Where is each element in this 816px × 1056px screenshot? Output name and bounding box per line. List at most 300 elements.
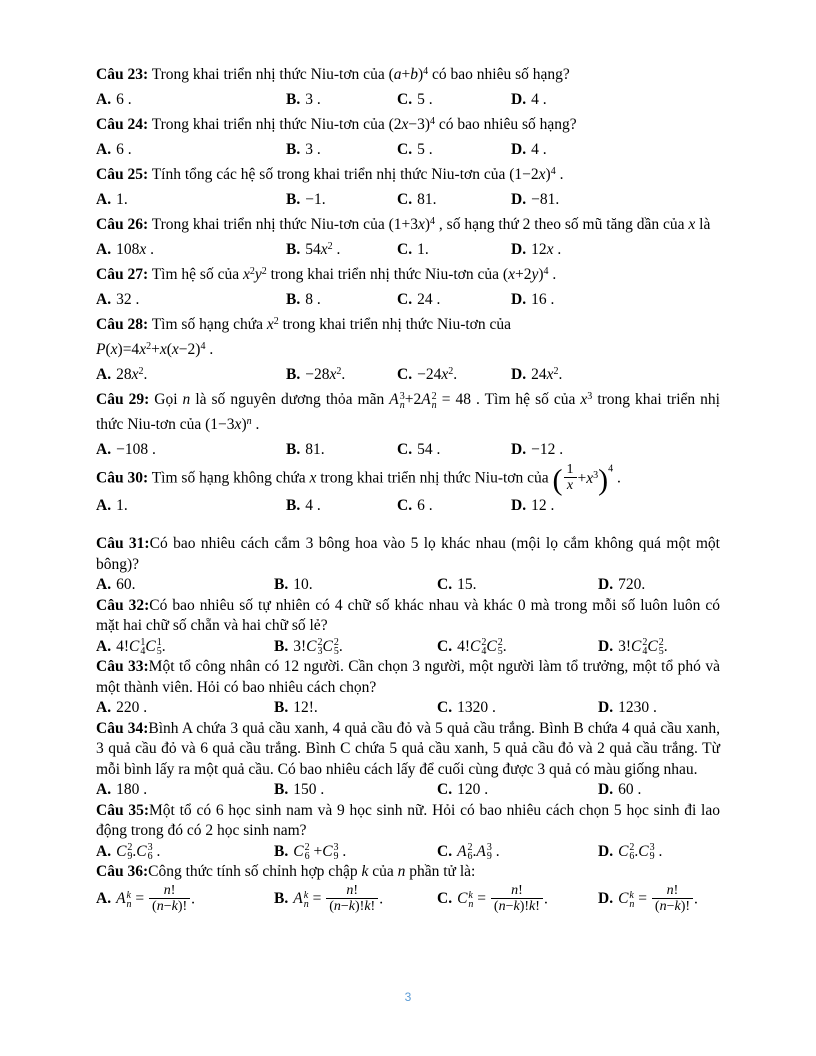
fraction: $\frac{n!}{(n-k)!}$ (652, 883, 693, 914)
option-A (96, 842, 274, 863)
math-expression: $(1-3x)^n$ (205, 416, 252, 433)
option-letter: C. (437, 699, 453, 716)
question-stem (96, 719, 720, 781)
question-label: Câu 26: (96, 216, 149, 233)
option-letter: B. (286, 191, 301, 208)
option-letter: A. (96, 291, 112, 308)
option-D (511, 287, 720, 312)
question-stem (96, 212, 720, 237)
text-run: . (558, 366, 563, 383)
math-expression: n (182, 391, 191, 408)
option-letter: C. (397, 191, 413, 208)
text-run: 16 . (531, 291, 555, 308)
text-run: . (332, 241, 341, 258)
option-letter: D. (598, 781, 614, 798)
text-run: có bao nhiêu số hạng? (428, 66, 570, 83)
question-stem (96, 862, 720, 883)
text-run: 720. (618, 576, 646, 593)
option-A (96, 287, 286, 312)
math-expression: x (309, 469, 317, 487)
option-C (397, 87, 511, 112)
text-run: 3 . (305, 91, 321, 108)
text-run: . (338, 842, 347, 860)
option-letter: A. (96, 497, 112, 514)
math-expression: C 2 6 +C 3 9 (293, 842, 339, 863)
option-letter: D. (511, 497, 527, 514)
text-run: 54 . (417, 441, 441, 458)
question-36 (96, 862, 720, 914)
option-B (286, 437, 397, 462)
text-run: . (654, 842, 663, 860)
options-row (96, 287, 720, 312)
option-letter: B. (274, 842, 289, 860)
text-run: . (491, 842, 500, 860)
question-label: Câu 34: (96, 719, 149, 737)
text-run: . Tìm hệ số của (470, 391, 581, 408)
option-letter: C. (437, 781, 453, 798)
text-run: 15. (457, 576, 477, 593)
sub-sup: 2 5 (497, 637, 503, 658)
option-letter: B. (286, 441, 301, 458)
text-run: Tìm số hạng chứa (148, 316, 267, 333)
option-D (511, 237, 720, 262)
text-run: . (341, 366, 346, 383)
text-run: Công thức tính số chỉnh hợp chập (148, 863, 362, 880)
option-letter: A. (96, 441, 112, 458)
sub-sup: 2 5 (333, 637, 339, 658)
text-run: . (502, 637, 507, 655)
option-letter: B. (286, 141, 301, 158)
text-run: . (694, 890, 698, 908)
math-expression: $x^3$ (580, 391, 593, 408)
options-row (96, 437, 720, 462)
text-run: 60 . (618, 781, 642, 798)
math-expression: $-24x^2$ (417, 366, 454, 383)
option-letter: A. (96, 890, 112, 908)
math-expression: A k n = $\frac{n!}{(n-k)!k!}$ (293, 890, 379, 907)
option-letter: C. (397, 91, 413, 108)
text-run: 24 . (417, 291, 441, 308)
question-stem (96, 112, 720, 137)
math-expression: $(a+b)^4$ (388, 66, 429, 83)
text-run: 5 . (417, 141, 433, 158)
text-run: Tìm số hạng không chứa (148, 469, 310, 487)
text-run: Một tổ có 6 học sinh nam và 9 học sinh nữ. Hỏi có bao nhiêu cách chọn 5 học sinh đi lao động trong đó có 2 học sinh nam? (96, 801, 720, 839)
text-run: −108 . (116, 441, 156, 458)
option-letter: D. (511, 141, 527, 158)
option-letter: A. (96, 91, 112, 108)
text-run: 10. (293, 576, 313, 593)
option-letter: A. (96, 576, 112, 593)
options-row (96, 575, 720, 596)
math-expression: A k n = $\frac{n!}{(n-k)!}$ (116, 890, 191, 907)
option-C (397, 137, 511, 162)
question-label: Câu 24: (96, 116, 149, 133)
sub-sup: 1 4 (140, 637, 146, 658)
question-25 (96, 162, 720, 212)
math-expression: $54x^2$ (305, 241, 333, 258)
options-row (96, 87, 720, 112)
text-run: 4 . (531, 91, 547, 108)
text-run: −12 . (531, 441, 564, 458)
option-letter: B. (274, 699, 289, 716)
options-row (96, 883, 720, 914)
question-30 (96, 462, 720, 518)
text-run: trong khai triển nhị thức Niu-tơn của (266, 266, 503, 283)
option-A (96, 137, 286, 162)
math-expression: $(x+2y)^4$ (502, 266, 549, 283)
sub-sup: 3 9 (486, 842, 492, 863)
text-run: Trong khai triển nhị thức Niu-tơn của (148, 216, 389, 233)
option-letter: A. (96, 699, 112, 716)
option-D (511, 493, 720, 518)
option-A (96, 237, 286, 262)
sub-sup: k n (303, 889, 309, 910)
text-run: 6 . (116, 91, 132, 108)
math-expression: 4!C 2 4 C 2 5 (457, 637, 503, 658)
question-label: Câu 32: (96, 596, 150, 614)
sub-sup: k n (629, 889, 635, 910)
text-run: 150 . (293, 781, 325, 798)
option-A (96, 187, 286, 212)
question-28 (96, 312, 720, 387)
option-C (437, 637, 598, 658)
text-run: . (548, 266, 557, 283)
option-letter: C. (437, 576, 453, 593)
option-B (274, 883, 437, 914)
option-letter: D. (598, 699, 614, 716)
option-B (286, 137, 397, 162)
sub-sup: 2 4 (481, 637, 487, 658)
option-C (397, 437, 511, 462)
option-letter: C. (397, 366, 413, 383)
option-A (96, 87, 286, 112)
math-expression: C k n = $\frac{n!}{(n-k)!}$ (618, 890, 694, 907)
option-letter: D. (511, 191, 527, 208)
text-run: 60. (116, 576, 136, 593)
option-letter: B. (286, 291, 301, 308)
option-letter: D. (511, 291, 527, 308)
question-label: Câu 27: (96, 266, 149, 283)
option-C (397, 287, 511, 312)
sub-sup: 3 6 (147, 842, 153, 863)
text-run: . (152, 842, 161, 860)
option-D (511, 437, 720, 462)
text-run: Tìm hệ số của (148, 266, 243, 283)
math-expression: $(1+3x)^4$ (388, 216, 436, 233)
option-D (598, 575, 720, 596)
option-D (598, 780, 720, 801)
text-run: . (143, 366, 148, 383)
math-expression: 108x (116, 241, 147, 258)
option-D (511, 187, 720, 212)
question-label: Câu 29: (96, 391, 150, 408)
question-29 (96, 387, 720, 462)
option-letter: B. (286, 91, 301, 108)
text-run: trong khai triển nhị thức Niu-tơn của (96, 391, 720, 433)
option-letter: C. (437, 890, 453, 908)
sub-sup: 3 9 (333, 842, 339, 863)
option-A (96, 883, 274, 914)
questions-list (96, 62, 720, 914)
question-34 (96, 719, 720, 801)
option-A (96, 437, 286, 462)
question-label: Câu 30: (96, 469, 149, 487)
text-run: phần tử là: (405, 863, 476, 880)
question-31 (96, 534, 720, 596)
question-32 (96, 596, 720, 658)
option-letter: C. (397, 497, 413, 514)
option-B (274, 637, 437, 658)
question-stem (96, 596, 720, 637)
math-expression: x (688, 216, 696, 233)
option-letter: D. (511, 91, 527, 108)
options-row (96, 237, 720, 262)
text-run: , số hạng thứ 2 theo số mũ tăng dần của (435, 216, 689, 233)
option-D (598, 698, 720, 719)
options-row (96, 637, 720, 658)
sub-sup: 3 9 (649, 842, 655, 863)
option-letter: B. (274, 781, 289, 798)
text-run: . (663, 637, 668, 655)
text-run: 220 . (116, 699, 148, 716)
text-run: 32 . (116, 291, 140, 308)
text-run: 4 . (305, 497, 321, 514)
math-expression: $(1-2x)^4$ (509, 166, 556, 183)
option-C (437, 883, 598, 914)
sub-sup: k n (126, 889, 132, 910)
option-letter: B. (286, 366, 301, 383)
text-run: Tính tổng các hệ số trong khai triển nhị thức Niu-tơn của (148, 166, 510, 183)
text-run: . (205, 341, 214, 358)
sub-sup: 1 5 (156, 637, 162, 658)
text-run: . (555, 166, 564, 183)
math-expression: $(2x-3)^4$ (388, 116, 436, 133)
question-stem (96, 62, 720, 87)
option-B (286, 237, 397, 262)
text-run: trong khai triển nhị thức Niu-tơn của (316, 469, 553, 487)
option-B (286, 187, 397, 212)
text-run: . (338, 637, 343, 655)
math-expression: $28x^2$ (116, 366, 144, 383)
text-run: 120 . (457, 781, 489, 798)
math-expression: C 2 6 .C 3 9 (618, 842, 655, 863)
option-B (274, 780, 437, 801)
math-expression: C 2 9 .C 3 6 (116, 842, 153, 863)
option-A (96, 698, 274, 719)
question-label: Câu 31: (96, 535, 150, 552)
text-run: . (453, 366, 458, 383)
text-run: . (613, 469, 621, 487)
text-run: 180 . (116, 781, 148, 798)
option-letter: D. (598, 890, 614, 908)
math-expression: ( $\frac{1}{x}$ $+x^3)^4$ (552, 462, 614, 497)
question-stem (96, 657, 720, 698)
option-letter: D. (511, 241, 527, 258)
question-stem (96, 262, 720, 287)
option-letter: D. (511, 366, 527, 383)
text-run: −1. (305, 191, 326, 208)
question-24 (96, 112, 720, 162)
question-stem (96, 801, 720, 842)
option-C (397, 187, 511, 212)
math-expression: A 2 6 .A 3 9 (457, 842, 492, 863)
text-run: 81. (417, 191, 437, 208)
option-letter: A. (96, 191, 112, 208)
question-stem (96, 534, 720, 575)
sub-sup: 2 6 (467, 842, 473, 863)
option-letter: A. (96, 781, 112, 798)
options-row (96, 137, 720, 162)
option-letter: A. (96, 842, 112, 860)
math-expression: $-28x^2$ (305, 366, 342, 383)
sub-sup: 2 3 (317, 637, 323, 658)
text-run: 3 . (305, 141, 321, 158)
option-D (598, 883, 720, 914)
math-expression: C k n = $\frac{n!}{(n-k)!k!}$ (457, 890, 544, 907)
big-paren-left: ( (552, 463, 563, 497)
fraction: $\frac{n!}{(n-k)!k!}$ (491, 883, 543, 914)
option-letter: C. (397, 291, 413, 308)
text-run: . (379, 890, 384, 908)
option-letter: B. (286, 241, 301, 258)
option-D (511, 137, 720, 162)
question-26 (96, 212, 720, 262)
math-expression: 12x (531, 241, 554, 258)
text-run: có bao nhiêu số hạng? (435, 116, 577, 133)
option-letter: C. (397, 241, 413, 258)
math-expression: $24x^2$ (531, 366, 559, 383)
option-A (96, 493, 286, 518)
math-expression: A 3 n +2A 2 n = 48 (389, 390, 471, 411)
page-number: 3 (404, 990, 412, 1004)
option-D (598, 842, 720, 863)
fraction: $\frac{1}{x}$ (564, 462, 577, 493)
question-33 (96, 657, 720, 719)
option-C (437, 842, 598, 863)
text-run: Một tổ công nhân có 12 người. Cần chọn 3 người, một người làm tổ trưởng, một tổ phó và một thành viên. Hỏi có bao nhiêu cách chọn? (96, 658, 720, 696)
sub-sup: 2 9 (127, 842, 133, 863)
question-27 (96, 262, 720, 312)
text-run: 81. (305, 441, 325, 458)
options-row (96, 493, 720, 518)
text-run: 5 . (417, 91, 433, 108)
text-run: 1. (116, 497, 128, 514)
sub-sup: 2 5 (658, 637, 664, 658)
question-label: Câu 28: (96, 316, 149, 333)
question-label: Câu 33: (96, 658, 149, 675)
option-letter: B. (274, 576, 289, 593)
text-run: . (191, 890, 196, 908)
options-row (96, 780, 720, 801)
option-B (274, 698, 437, 719)
option-B (274, 575, 437, 596)
text-run: Trong khai triển nhị thức Niu-tơn của (148, 116, 389, 133)
option-B (286, 87, 397, 112)
option-letter: B. (274, 890, 289, 908)
option-B (286, 362, 397, 387)
text-run: 8 . (305, 291, 321, 308)
option-letter: A. (96, 366, 112, 383)
option-C (437, 780, 598, 801)
text-run: . (251, 416, 260, 433)
sub-sup: 2 4 (642, 637, 648, 658)
option-A (96, 362, 286, 387)
question-23 (96, 62, 720, 112)
option-letter: A. (96, 141, 112, 158)
option-C (437, 575, 598, 596)
sub-sup: 2 6 (629, 842, 635, 863)
options-row (96, 362, 720, 387)
option-letter: D. (598, 842, 614, 860)
text-run: trong khai triển nhị thức Niu-tơn của (278, 316, 512, 333)
text-run: 1. (417, 241, 429, 258)
option-letter: B. (274, 637, 289, 655)
text-run: 1230 . (618, 699, 657, 716)
question-label: Câu 23: (96, 66, 149, 83)
text-run: 1320 . (457, 699, 496, 716)
math-expression: 3!C 2 4 C 2 5 (618, 637, 664, 658)
question-35 (96, 801, 720, 863)
text-run: 6 . (116, 141, 132, 158)
text-run: 4 . (531, 141, 547, 158)
big-paren-right: ) (598, 463, 609, 497)
math-expression: n (397, 863, 406, 880)
math-expression: 3!C 2 3 C 2 5 (293, 637, 339, 658)
sub-sup: 3 n (399, 390, 405, 411)
option-A (96, 780, 274, 801)
text-run: . (543, 890, 548, 908)
option-C (397, 237, 511, 262)
math-expression: $x^2$ (266, 316, 279, 333)
question-stem (96, 312, 720, 362)
text-run: Trong khai triển nhị thức Niu-tơn của (148, 66, 389, 83)
text-run: 1. (116, 191, 128, 208)
text-run: Có bao nhiêu cách cắm 3 bông hoa vào 5 lọ khác nhau (mội lọ cắm không quá một một bông)? (96, 535, 720, 573)
question-stem (96, 162, 720, 187)
option-B (286, 287, 397, 312)
option-D (598, 637, 720, 658)
text-run: . (553, 241, 562, 258)
option-C (437, 698, 598, 719)
sub-sup: 2 6 (304, 842, 310, 863)
question-label: Câu 35: (96, 801, 149, 819)
options-row (96, 842, 720, 863)
options-row (96, 698, 720, 719)
option-letter: C. (437, 842, 453, 860)
option-C (397, 493, 511, 518)
option-letter: D. (598, 637, 614, 655)
option-D (511, 87, 720, 112)
text-run: . (146, 241, 154, 258)
math-expression: $x^2y^2$ (242, 266, 267, 283)
fraction: $\frac{n!}{(n-k)!k!}$ (326, 883, 378, 914)
option-B (286, 493, 397, 518)
option-letter: A. (96, 637, 112, 655)
question-stem (96, 462, 720, 497)
text-run: Gọi (149, 391, 183, 408)
option-letter: C. (397, 441, 413, 458)
option-letter: C. (437, 637, 453, 655)
question-label: Câu 36: (96, 863, 149, 880)
options-row (96, 187, 720, 212)
text-run: . (161, 637, 166, 655)
text-run: là (695, 216, 711, 233)
text-run: −81. (531, 191, 560, 208)
text-run: 6 . (417, 497, 433, 514)
text-run: 12!. (293, 699, 318, 716)
text-run: là số nguyên dương thỏa mãn (190, 391, 390, 408)
